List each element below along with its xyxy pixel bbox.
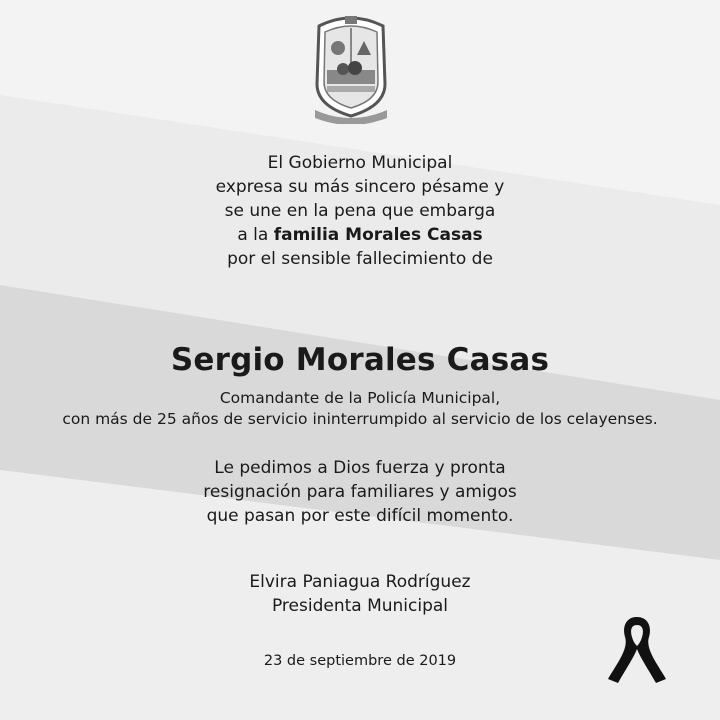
mourning-ribbon-icon — [606, 613, 668, 685]
service-line: con más de 25 años de servicio ininterrumpido al servicio de los celayenses. — [62, 410, 658, 428]
family-name: familia Morales Casas — [273, 225, 483, 245]
signer-title: Presidenta Municipal — [271, 596, 449, 616]
condolence-intro — [0, 151, 720, 271]
prayer-line: resignación para familiares y amigos — [203, 482, 517, 502]
intro-prefix: a la — [237, 225, 274, 245]
intro-line: El Gobierno Municipal — [267, 153, 453, 173]
intro-line: expresa su más sincero pésame y — [215, 177, 505, 197]
deceased-name: Sergio Morales Casas — [170, 342, 550, 378]
deceased-description — [0, 388, 720, 430]
coat-of-arms-logo — [305, 14, 397, 124]
role-line: Comandante de la Policía Municipal, — [219, 389, 501, 407]
signer-name: Elvira Paniagua Rodríguez — [249, 572, 471, 592]
prayer-text — [0, 456, 720, 528]
prayer-line: Le pedimos a Dios fuerza y pronta — [214, 458, 506, 478]
date-text: 23 de septiembre de 2019 — [263, 653, 457, 669]
signature-block — [0, 570, 720, 618]
intro-line: por el sensible fallecimiento de — [227, 249, 493, 269]
intro-line: se une en la pena que embarga — [224, 201, 496, 221]
intro-line — [0, 223, 720, 247]
prayer-line: que pasan por este difícil momento. — [206, 506, 514, 526]
